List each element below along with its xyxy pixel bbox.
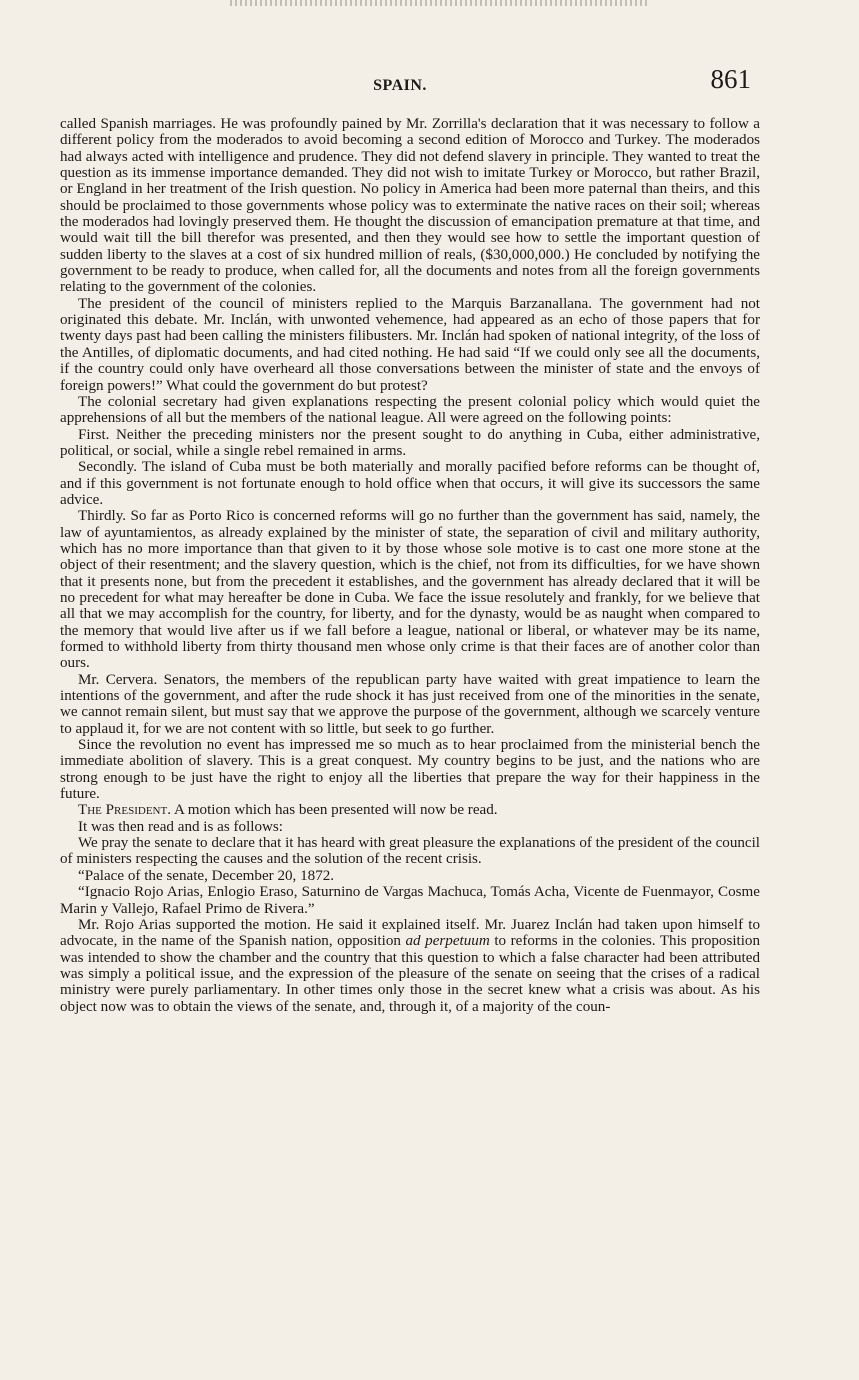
text-run: to reforms in the colonies. This proposition was intended to show the chamber and the country that this question to which a false character had been attributed was simply a political issue, and the expression of the pleasure of the senate on seeing that the crises of a radical ministry were purely parliamentary. In other times only those in the secret knew what a crisis was about. As his object now was to obtain the views of the senate, and, through it, of a majority of the coun- [60,933,761,1015]
paragraph: First. Neither the preceding ministers nor the present sought to do anything in Cuba, either administrative, political, or social, while a single rebel remained in arms. [60,426,760,459]
president-paragraph [60,802,760,818]
paragraph: Secondly. The island of Cuba must be both materially and morally pacified before reforms can be thought of, and if this government is not fortunate enough to hold office when that occurs, it will give its successors the same advice. [60,459,760,508]
motion-signatories: “Ignacio Rojo Arias, Enlogio Eraso, Saturnino de Vargas Machuca, Tomás Acha, Vicente de Fuenmayor, Cosme Marin y Vallejo, Rafael Primo de Rivera.” [60,884,760,917]
paragraph: Since the revolution no event has impressed me so much as to hear proclaimed from the ministerial bench the immediate abolition of slavery. This is a great conquest. My country begins to be just, and the nations who are strong enough to be just have the right to enjoy all the liberties that prepare the way for their happiness in the future. [60,737,760,803]
paragraph: It was then read and is as follows: [78,818,283,835]
speaker-text: A motion which has been presented will now be read. [173,802,498,819]
latin-phrase: ad perpetuum [405,933,490,950]
speaker-name: The President. [78,802,171,819]
motion-text: We pray the senate to declare that it has heard with great pleasure the explanations of the president of the council of ministers respecting the causes and the solution of the recent crisis. [60,835,760,868]
body-text [60,116,760,1015]
paragraph: Thirdly. So far as Porto Rico is concerned reforms will go no further than the government has said, namely, the law of ayuntamientos, as already explained by the minister of state, the separation of civil and military authority, which has no more importance than that given to it by those whose sole motive is to cast one more stone at the object of their resentment; and the slavery question, which is the chief, not from its difficulties, for we have shown that it presents none, but from the precedent it establishes, and the government has already declared that it will be no precedent for what may hereafter be done in Cuba. We face the issue resolutely and frankly, for we believe that all that we may accomplish for the country, for liberty, and for the dynasty, would be as naught when compared to the memory that would live after us if we fall before a league, national or liberal, or whatever may be its name, formed to withhold liberty from thirty thousand men whose only crime is that their faces are of another color than ours. [60,508,760,672]
paragraph: The president of the council of ministers replied to the Marquis Barzanallana. The government had not originated this debate. Mr. Inclán, with unwonted vehemence, had appeared as an echo of those papers that for twenty days past had been calling the ministers filibusters. Mr. Inclán had spoken of national integrity, of the loss of the Antilles, of diplomatic documents, and had cited nothing. He had said “If we could only see all the documents, if the country could only have overheard all those conversations between the minister of state and the envoys of foreign powers!” What could the government do but protest? [60,295,760,394]
page-number: 861 [710,64,751,94]
running-title: SPAIN. [373,77,427,94]
paragraph: called Spanish marriages. He was profoundly pained by Mr. Zorrilla's declaration that it was necessary to follow a different policy from the moderados to avoid becoming a second edition of Morocco and Turkey. The moderados had always acted with intelligence and prudence. They did not defend slavery in principle. They wanted to treat the question as its immense importance demanded. They did not wish to imitate Turkey or Morocco, but rather Brazil, or England in her treatment of the Irish question. No policy in America had been more paternal than theirs, and this should be proclaimed to those governments whose policy was to exterminate the native races on their soil; whereas the moderados had lovingly preserved them. He thought the discussion of emancipation premature at that time, and would wait till the bill therefor was presented, and then they would see how to settle the important question of sudden liberty to the slaves at a cost of six hundred million of reals, ($30,000,000.) He concluded by notifying the government to be ready to produce, when called for, all the documents and notes from all the foreign governments relating to the government of the colonies. [60,116,760,296]
paragraph: The colonial secretary had given explanations respecting the present colonial policy which would quiet the apprehensions of all but the members of the national league. All were agreed on the following points: [60,393,760,427]
motion-date: “Palace of the senate, December 20, 1872. [78,867,335,884]
scan-edge-noise [230,0,650,6]
text-run: Mr. Rojo Arias supported the motion. He said it explained itself. Mr. Juarez Inclán had taken upon himself to advocate, in the name of the Spanish nation, opposition [60,916,760,950]
paragraph [60,917,760,1015]
paragraph: Mr. Cervera. Senators, the members of the republican party have waited with great impatience to learn the intentions of the government, and after the rude shock it has just received from one of the minorities in the senate, we cannot remain silent, but must say that we approve the purpose of the government, although we scarcely venture to applaud it, for we are not content with so little, but seek to go further. [60,671,760,737]
